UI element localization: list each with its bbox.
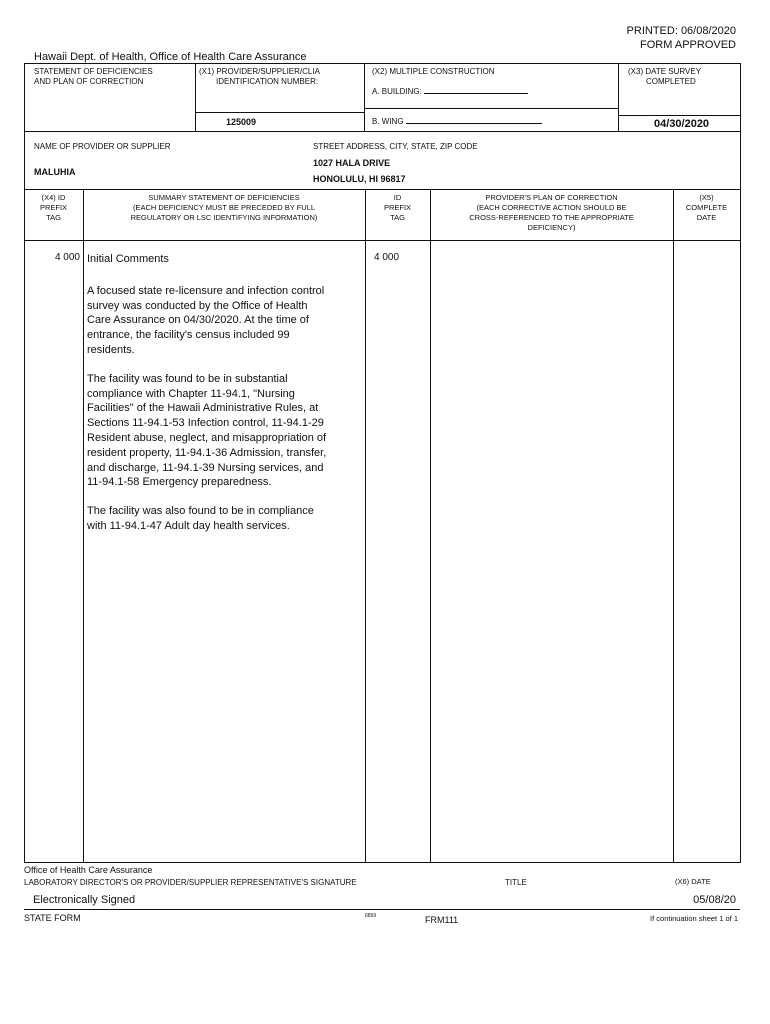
form-approved: FORM APPROVED (640, 39, 736, 51)
header-line: PREFIX (39, 203, 68, 212)
divider (195, 63, 196, 131)
paragraph-1: A focused state re-licensure and infection control survey was conducted by the Office of Health Care Assurance on 04/30/2020. At the time of entrance, the facility's census included 99 residents. (87, 284, 325, 356)
form-top-border (24, 63, 740, 64)
divider (673, 189, 674, 862)
prefix-tag-left: 4 000 (54, 252, 80, 263)
divider (430, 189, 431, 862)
continuation-sheet: If continuation sheet 1 of 1 (650, 914, 738, 923)
header-line: ID (393, 193, 402, 202)
x2-label: (X2) MULTIPLE CONSTRUCTION (372, 67, 495, 76)
divider (83, 189, 84, 862)
header-line: DATE (696, 213, 717, 222)
state-form-label: STATE FORM (24, 913, 81, 923)
form-id: FRM111 (425, 915, 459, 925)
statement-label-2: AND PLAN OF CORRECTION (34, 77, 144, 86)
header-line: CROSS-REFERENCED TO THE APPROPRIATE (469, 213, 634, 222)
building-label: A. BUILDING: (372, 87, 422, 96)
id-header (365, 193, 430, 223)
divider (364, 108, 618, 109)
address-label: STREET ADDRESS, CITY, STATE, ZIP CODE (313, 142, 478, 151)
divider (364, 63, 365, 131)
statement-label: STATEMENT OF DEFICIENCIES (34, 67, 153, 76)
prefix-tag-right: 4 000 (374, 252, 400, 263)
header-line: SUMMARY STATEMENT OF DEFICIENCIES (148, 193, 300, 202)
address-line-1: 1027 HALA DRIVE (313, 158, 391, 168)
header-line: PREFIX (383, 203, 412, 212)
address-line-2: HONOLULU, HI 96817 (313, 174, 406, 184)
divider (365, 189, 366, 862)
plan-header (430, 193, 673, 233)
form-bottom-border (24, 862, 740, 863)
title-label: TITLE (505, 878, 527, 887)
header-line: (EACH CORRECTIVE ACTION SHOULD BE (476, 203, 627, 212)
header-line: DEFICIENCY) (527, 223, 576, 232)
divider (24, 909, 740, 910)
wing-blank (406, 114, 542, 124)
summary-header (83, 193, 365, 223)
divider (24, 189, 740, 190)
initial-comments-heading: Initial Comments (87, 253, 169, 265)
x6-date-label: (X6) DATE (675, 877, 711, 886)
header-line: REGULATORY OR LSC IDENTIFYING INFORMATION) (130, 213, 318, 222)
x2-wing (372, 114, 542, 127)
x3-label-2: COMPLETED (646, 77, 696, 86)
office-label: Office of Health Care Assurance (24, 865, 153, 875)
x1-label: (X1) PROVIDER/SUPPLIER/CLIA (199, 67, 320, 76)
x4-header (24, 193, 83, 223)
building-blank (424, 84, 528, 94)
x5-header (673, 193, 740, 223)
form-right-border (740, 63, 741, 863)
provider-name: MALUHIA (34, 167, 76, 177)
header-line: (X5) (699, 193, 714, 202)
divider (24, 131, 740, 132)
agency-name: Hawaii Dept. of Health, Office of Health Care Assurance (34, 51, 307, 63)
header-line: (EACH DEFICIENCY MUST BE PRECEDED BY FULL (132, 203, 316, 212)
header-line: TAG (46, 213, 61, 222)
summary-statement (87, 252, 359, 548)
signature-date: 05/08/20 (693, 894, 736, 906)
header-line: PROVIDER'S PLAN OF CORRECTION (485, 193, 618, 202)
form-code: 6899 (365, 913, 377, 919)
divider (195, 112, 364, 113)
divider (618, 115, 740, 116)
divider (618, 63, 619, 131)
paragraph-3: The facility was also found to be in compliance with 11-94.1-47 Adult day health services. (87, 505, 314, 532)
paragraph-2: The facility was found to be in substantial compliance with Chapter 11-94.1, "Nursing Facilities" of the Hawaii Administrative Rules, at Sections 11-94.1-53 Infection control, 11-94.1-29 Resident abuse, neglect, and misappropriation of resident property, 11-94.1-36 Admission, transfer, and discharge, 11-94.1-39 Nursing services, and 11-94.1-58 Emergency preparedness. (87, 372, 327, 489)
x3-label: (X3) DATE SURVEY (628, 67, 702, 76)
provider-name-label: NAME OF PROVIDER OR SUPPLIER (34, 142, 171, 151)
signature-value: Electronically Signed (33, 894, 136, 906)
x1-label-2: IDENTIFICATION NUMBER: (216, 77, 319, 86)
header-line: COMPLETE (685, 203, 728, 212)
header-line: (X4) ID (41, 193, 66, 202)
signature-label: LABORATORY DIRECTOR'S OR PROVIDER/SUPPLIER REPRESENTATIVE'S SIGNATURE (24, 878, 357, 887)
x2-building (372, 84, 528, 97)
printed-date: PRINTED: 06/08/2020 (626, 25, 736, 37)
survey-date: 04/30/2020 (654, 118, 710, 130)
form-left-border (24, 63, 25, 863)
header-line: TAG (390, 213, 405, 222)
wing-label: B. WING (372, 117, 404, 126)
provider-id-number: 125009 (226, 117, 257, 127)
divider (24, 240, 740, 241)
